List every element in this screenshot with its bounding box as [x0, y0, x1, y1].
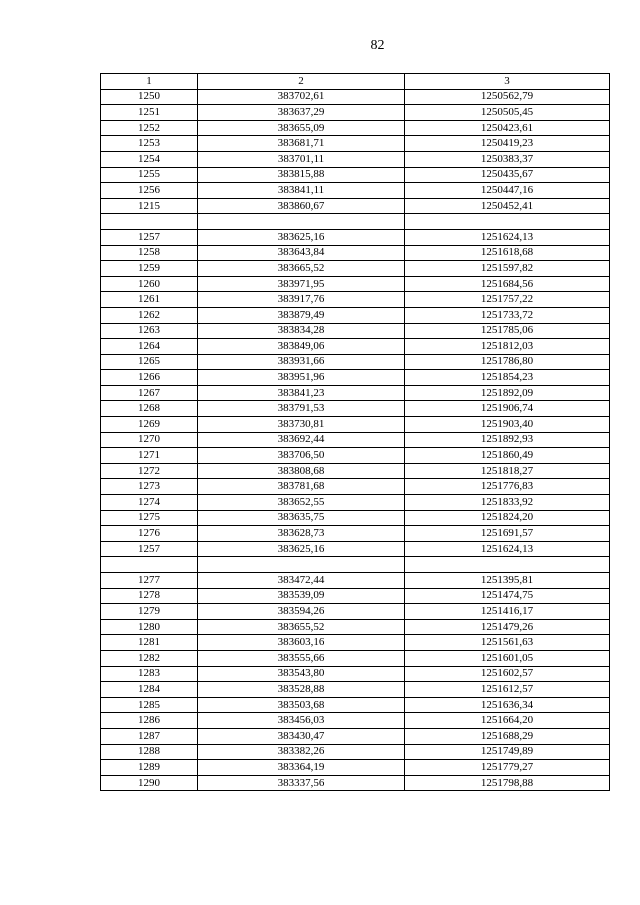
- table-row: [101, 136, 610, 152]
- table-body: [101, 89, 610, 791]
- cell-y-coordinate: 1251860,49: [405, 448, 610, 464]
- cell-x-coordinate: 383951,96: [198, 370, 405, 386]
- page-number: 82: [370, 38, 385, 53]
- cell-point-number: 1262: [101, 307, 198, 323]
- cell-y-coordinate: 1251624,13: [405, 541, 610, 557]
- cell-y-coordinate: 1251903,40: [405, 417, 610, 433]
- cell-x-coordinate: 383834,28: [198, 323, 405, 339]
- table-row: [101, 323, 610, 339]
- cell-point-number: 1283: [101, 666, 198, 682]
- cell-x-coordinate: [198, 214, 405, 230]
- cell-point-number: 1284: [101, 682, 198, 698]
- cell-x-coordinate: 383637,29: [198, 105, 405, 121]
- cell-point-number: 1263: [101, 323, 198, 339]
- cell-point-number: 1272: [101, 463, 198, 479]
- table-row: [101, 604, 610, 620]
- cell-point-number: 1257: [101, 229, 198, 245]
- cell-x-coordinate: 383472,44: [198, 573, 405, 589]
- cell-y-coordinate: 1251691,57: [405, 526, 610, 542]
- cell-x-coordinate: 383681,71: [198, 136, 405, 152]
- table-row: [101, 120, 610, 136]
- table-row: [101, 198, 610, 214]
- cell-point-number: 1270: [101, 432, 198, 448]
- cell-point-number: 1286: [101, 713, 198, 729]
- cell-y-coordinate: 1251688,29: [405, 728, 610, 744]
- table-row: [101, 573, 610, 589]
- cell-y-coordinate: 1251636,34: [405, 697, 610, 713]
- cell-y-coordinate: 1250447,16: [405, 183, 610, 199]
- cell-point-number: 1251: [101, 105, 198, 121]
- cell-point-number: 1269: [101, 417, 198, 433]
- cell-point-number: 1285: [101, 697, 198, 713]
- table-row: [101, 635, 610, 651]
- cell-y-coordinate: 1251624,13: [405, 229, 610, 245]
- cell-x-coordinate: 383655,52: [198, 619, 405, 635]
- cell-point-number: 1256: [101, 183, 198, 199]
- cell-x-coordinate: 383917,76: [198, 292, 405, 308]
- cell-x-coordinate: 383841,11: [198, 183, 405, 199]
- cell-point-number: 1282: [101, 650, 198, 666]
- cell-x-coordinate: 383539,09: [198, 588, 405, 604]
- table-row: [101, 105, 610, 121]
- cell-point-number: 1265: [101, 354, 198, 370]
- table-row: [101, 339, 610, 355]
- table-row: [101, 744, 610, 760]
- cell-point-number: 1215: [101, 198, 198, 214]
- column-header-x: 2: [198, 74, 405, 90]
- cell-point-number: 1253: [101, 136, 198, 152]
- cell-x-coordinate: 383701,11: [198, 151, 405, 167]
- table-row: [101, 775, 610, 791]
- cell-point-number: 1290: [101, 775, 198, 791]
- cell-point-number: 1267: [101, 385, 198, 401]
- cell-y-coordinate: 1251906,74: [405, 401, 610, 417]
- cell-point-number: 1287: [101, 728, 198, 744]
- cell-x-coordinate: 383781,68: [198, 479, 405, 495]
- coordinates-table: [100, 73, 610, 791]
- cell-point-number: 1277: [101, 573, 198, 589]
- cell-y-coordinate: 1251824,20: [405, 510, 610, 526]
- table-row: [101, 682, 610, 698]
- cell-x-coordinate: 383643,84: [198, 245, 405, 261]
- cell-point-number: 1279: [101, 604, 198, 620]
- cell-point-number: 1276: [101, 526, 198, 542]
- cell-point-number: 1255: [101, 167, 198, 183]
- cell-y-coordinate: [405, 214, 610, 230]
- cell-y-coordinate: 1250423,61: [405, 120, 610, 136]
- cell-y-coordinate: 1251892,93: [405, 432, 610, 448]
- table-row: [101, 214, 610, 230]
- cell-y-coordinate: 1250419,23: [405, 136, 610, 152]
- table-row: [101, 385, 610, 401]
- cell-x-coordinate: 383635,75: [198, 510, 405, 526]
- cell-y-coordinate: 1251818,27: [405, 463, 610, 479]
- table-row: [101, 495, 610, 511]
- table-row: [101, 666, 610, 682]
- cell-point-number: 1250: [101, 89, 198, 105]
- table-row: [101, 541, 610, 557]
- table-row: [101, 728, 610, 744]
- cell-y-coordinate: 1251854,23: [405, 370, 610, 386]
- cell-point-number: 1258: [101, 245, 198, 261]
- cell-x-coordinate: 383652,55: [198, 495, 405, 511]
- table-row: [101, 557, 610, 573]
- table-row: [101, 354, 610, 370]
- table-header-row: [101, 74, 610, 90]
- cell-y-coordinate: 1250562,79: [405, 89, 610, 105]
- table-row: [101, 650, 610, 666]
- cell-y-coordinate: [405, 557, 610, 573]
- table-row: [101, 432, 610, 448]
- cell-point-number: 1280: [101, 619, 198, 635]
- cell-x-coordinate: 383849,06: [198, 339, 405, 355]
- table-row: [101, 619, 610, 635]
- cell-y-coordinate: 1251812,03: [405, 339, 610, 355]
- cell-y-coordinate: 1251601,05: [405, 650, 610, 666]
- table-row: [101, 401, 610, 417]
- table-row: [101, 417, 610, 433]
- cell-x-coordinate: 383528,88: [198, 682, 405, 698]
- cell-y-coordinate: 1251597,82: [405, 261, 610, 277]
- cell-x-coordinate: 383808,68: [198, 463, 405, 479]
- table-row: [101, 276, 610, 292]
- table-row: [101, 245, 610, 261]
- cell-x-coordinate: 383791,53: [198, 401, 405, 417]
- column-header-point: 1: [101, 74, 198, 90]
- cell-x-coordinate: 383706,50: [198, 448, 405, 464]
- cell-x-coordinate: 383702,61: [198, 89, 405, 105]
- cell-y-coordinate: 1251474,75: [405, 588, 610, 604]
- cell-point-number: 1259: [101, 261, 198, 277]
- cell-x-coordinate: 383430,47: [198, 728, 405, 744]
- cell-y-coordinate: 1251776,83: [405, 479, 610, 495]
- cell-y-coordinate: 1251786,80: [405, 354, 610, 370]
- cell-y-coordinate: 1251612,57: [405, 682, 610, 698]
- cell-x-coordinate: 383625,16: [198, 229, 405, 245]
- cell-y-coordinate: 1251664,20: [405, 713, 610, 729]
- cell-point-number: 1252: [101, 120, 198, 136]
- cell-point-number: 1268: [101, 401, 198, 417]
- cell-y-coordinate: 1251779,27: [405, 760, 610, 776]
- cell-y-coordinate: 1251618,68: [405, 245, 610, 261]
- table-row: [101, 229, 610, 245]
- table-row: [101, 697, 610, 713]
- cell-y-coordinate: 1250505,45: [405, 105, 610, 121]
- cell-x-coordinate: 383603,16: [198, 635, 405, 651]
- cell-y-coordinate: 1250383,37: [405, 151, 610, 167]
- cell-x-coordinate: 383692,44: [198, 432, 405, 448]
- cell-point-number: 1274: [101, 495, 198, 511]
- table-row: [101, 167, 610, 183]
- cell-y-coordinate: 1251395,81: [405, 573, 610, 589]
- cell-y-coordinate: 1251798,88: [405, 775, 610, 791]
- cell-point-number: 1288: [101, 744, 198, 760]
- cell-point-number: 1254: [101, 151, 198, 167]
- cell-y-coordinate: 1250452,41: [405, 198, 610, 214]
- cell-y-coordinate: 1250435,67: [405, 167, 610, 183]
- cell-y-coordinate: 1251416,17: [405, 604, 610, 620]
- cell-y-coordinate: 1251785,06: [405, 323, 610, 339]
- cell-x-coordinate: 383555,66: [198, 650, 405, 666]
- table-row: [101, 292, 610, 308]
- table-row: [101, 448, 610, 464]
- cell-x-coordinate: 383879,49: [198, 307, 405, 323]
- cell-x-coordinate: 383860,67: [198, 198, 405, 214]
- cell-y-coordinate: 1251749,89: [405, 744, 610, 760]
- cell-x-coordinate: 383456,03: [198, 713, 405, 729]
- cell-x-coordinate: 383730,81: [198, 417, 405, 433]
- cell-point-number: 1281: [101, 635, 198, 651]
- cell-x-coordinate: 383815,88: [198, 167, 405, 183]
- cell-x-coordinate: 383625,16: [198, 541, 405, 557]
- table-row: [101, 463, 610, 479]
- cell-x-coordinate: 383382,26: [198, 744, 405, 760]
- cell-point-number: 1275: [101, 510, 198, 526]
- cell-point-number: 1289: [101, 760, 198, 776]
- cell-y-coordinate: 1251561,63: [405, 635, 610, 651]
- cell-x-coordinate: 383364,19: [198, 760, 405, 776]
- cell-point-number: 1278: [101, 588, 198, 604]
- cell-point-number: 1260: [101, 276, 198, 292]
- table-row: [101, 510, 610, 526]
- table-row: [101, 89, 610, 105]
- cell-x-coordinate: 383971,95: [198, 276, 405, 292]
- cell-y-coordinate: 1251733,72: [405, 307, 610, 323]
- cell-x-coordinate: 383503,68: [198, 697, 405, 713]
- table-row: [101, 588, 610, 604]
- cell-point-number: [101, 557, 198, 573]
- column-header-y: 3: [405, 74, 610, 90]
- cell-point-number: 1273: [101, 479, 198, 495]
- cell-y-coordinate: 1251757,22: [405, 292, 610, 308]
- cell-point-number: 1261: [101, 292, 198, 308]
- cell-y-coordinate: 1251479,26: [405, 619, 610, 635]
- cell-x-coordinate: 383655,09: [198, 120, 405, 136]
- cell-x-coordinate: 383594,26: [198, 604, 405, 620]
- cell-x-coordinate: 383543,80: [198, 666, 405, 682]
- cell-point-number: [101, 214, 198, 230]
- cell-point-number: 1271: [101, 448, 198, 464]
- cell-x-coordinate: 383337,56: [198, 775, 405, 791]
- cell-y-coordinate: 1251684,56: [405, 276, 610, 292]
- table-row: [101, 307, 610, 323]
- table-row: [101, 183, 610, 199]
- cell-point-number: 1266: [101, 370, 198, 386]
- table-row: [101, 151, 610, 167]
- cell-x-coordinate: 383628,73: [198, 526, 405, 542]
- cell-x-coordinate: 383665,52: [198, 261, 405, 277]
- cell-y-coordinate: 1251833,92: [405, 495, 610, 511]
- cell-y-coordinate: 1251602,57: [405, 666, 610, 682]
- cell-point-number: 1264: [101, 339, 198, 355]
- cell-y-coordinate: 1251892,09: [405, 385, 610, 401]
- table-row: [101, 261, 610, 277]
- cell-x-coordinate: 383841,23: [198, 385, 405, 401]
- table-row: [101, 760, 610, 776]
- cell-point-number: 1257: [101, 541, 198, 557]
- cell-x-coordinate: [198, 557, 405, 573]
- table-row: [101, 713, 610, 729]
- table-row: [101, 479, 610, 495]
- table-row: [101, 526, 610, 542]
- cell-x-coordinate: 383931,66: [198, 354, 405, 370]
- table-row: [101, 370, 610, 386]
